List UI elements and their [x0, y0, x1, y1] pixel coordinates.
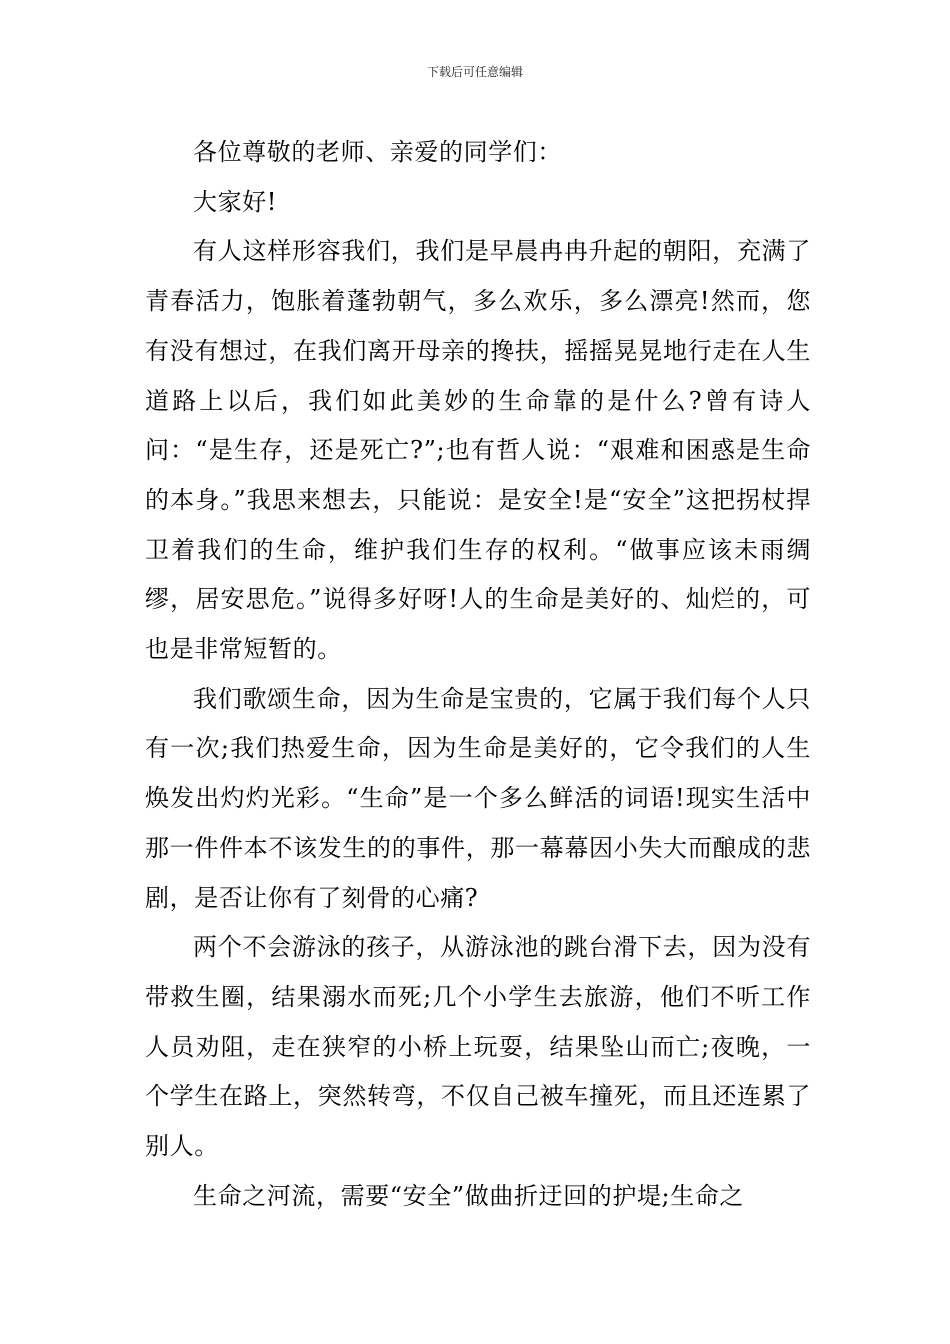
document-body	[145, 128, 811, 1221]
paragraph-1: 有人这样形容我们，我们是早晨冉冉升起的朝阳，充满了青春活力，饱胀着蓬勃朝气，多么欢乐，多么漂亮!然而，您有没有想过，在我们离开母亲的搀扶，摇摇晃晃地行走在人生道路上以后，我们如此美妙的生命靠的是什么?曾有诗人问：“是生存，还是死亡?”;也有哲人说：“艰难和困惑是生命的本身。”我思来想去，只能说：是安全!是“安全”这把拐杖捍卫着我们的生命，维护我们生存的权利。“做事应该未雨绸缪，居安思危。”说得多好呀!人的生命是美好的、灿烂的，可也是非常短暂的。	[145, 237, 811, 664]
paragraph-3: 两个不会游泳的孩子，从游泳池的跳台滑下去，因为没有带救生圈，结果溺水而死;几个小学生去旅游，他们不听工作人员劝阻，走在狭窄的小桥上玩耍，结果坠山而亡;夜晚，一个学生在路上，突然转弯，不仅自己被车撞死，而且还连累了别人。	[145, 933, 811, 1161]
paragraph-2: 我们歌颂生命，因为生命是宝贵的，它属于我们每个人只有一次;我们热爱生命，因为生命是美好的，它令我们的人生焕发出灼灼光彩。“生命”是一个多么鲜活的词语!现实生活中那一件件本不该发生的的事件，那一幕幕因小失大而酿成的悲剧，是否让你有了刻骨的心痛?	[145, 684, 811, 912]
paragraph-greeting: 大家好!	[193, 187, 278, 216]
paragraph-salutation: 各位尊敬的老师、亲爱的同学们：	[193, 138, 562, 166]
header-note: 下载后可任意编辑	[426, 65, 523, 79]
paragraph-4: 生命之河流，需要“安全”做曲折迂回的护堤;生命之	[193, 1181, 745, 1210]
